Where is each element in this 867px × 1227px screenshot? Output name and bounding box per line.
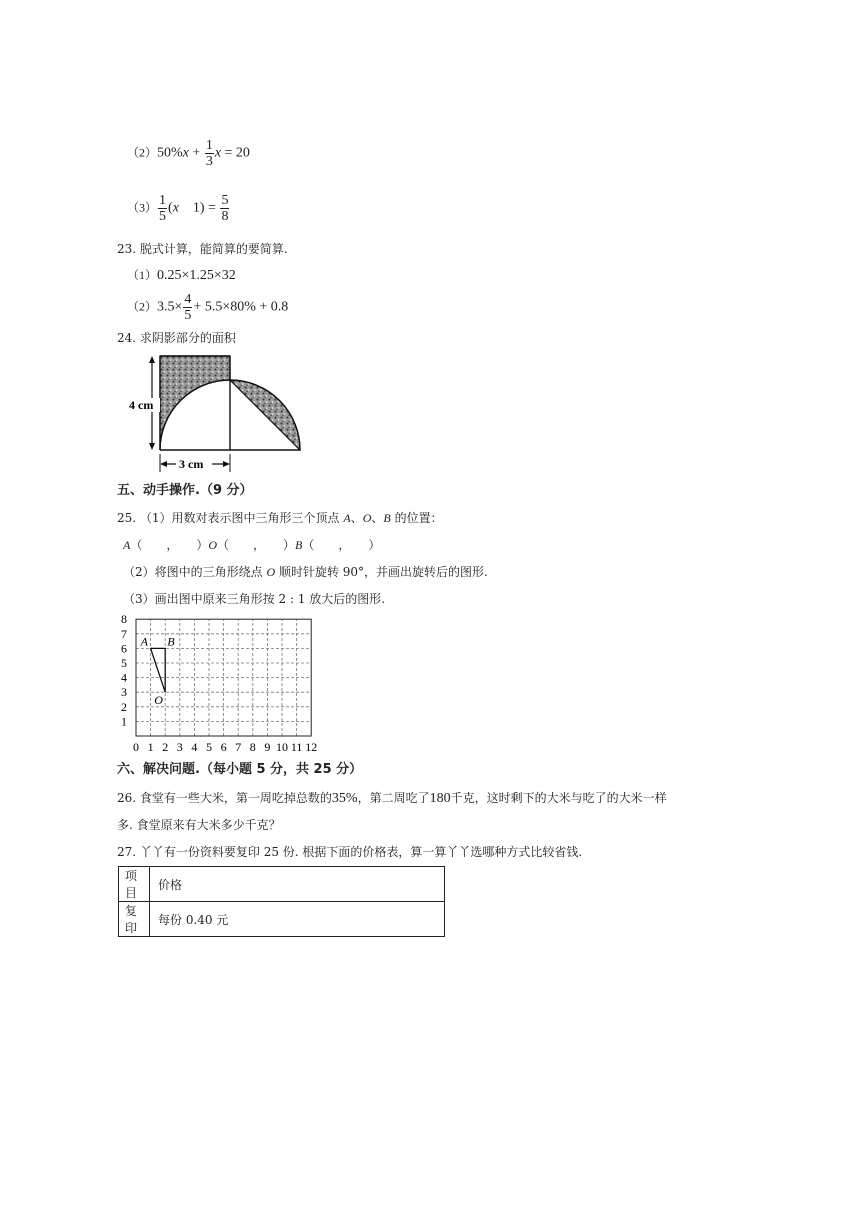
- q25-line1-text: 25. （1）用数对表示图中三角形三个顶点: [117, 511, 344, 525]
- width-arrow-right: [223, 461, 230, 467]
- q23-part2: [127, 292, 288, 323]
- x-tick-label: 8: [249, 740, 256, 754]
- shaded-area-figure: [118, 350, 318, 475]
- vertex-label-o: O: [266, 565, 276, 579]
- x-tick-label: 3: [176, 740, 183, 754]
- q23-part1: [127, 268, 236, 283]
- x-tick-label: 6: [220, 740, 227, 754]
- blank-b[interactable]: （ ， ）: [302, 538, 381, 552]
- section-6-title: 六、解决问题.（每小题 5 分，共 25 分）: [117, 762, 363, 777]
- y-tick-label: 1: [121, 714, 127, 729]
- q22-part2-fraction: [205, 138, 214, 169]
- q22-part3: [127, 193, 230, 224]
- y-tick-label: 3: [121, 685, 127, 700]
- q22-part2-rhs: = 20: [221, 145, 250, 161]
- q22-part3-paren: (: [168, 200, 173, 216]
- fraction-denominator: 5: [159, 209, 167, 224]
- blank-label-o: O: [208, 538, 218, 552]
- y-tick-label: 5: [121, 656, 127, 670]
- q22-part2: [127, 138, 250, 169]
- x-tick-label: 2: [162, 740, 169, 754]
- table-cell-item: 复印: [119, 902, 150, 937]
- table-row: [119, 867, 445, 902]
- q25-line4: （3）画出图中原来三角形按 2 : 1 放大后的图形.: [123, 592, 386, 606]
- q22-part3-fraction: [158, 193, 167, 224]
- blank-a[interactable]: （ ， ）: [130, 538, 209, 552]
- q24-title: 24. 求阴影部分的面积: [117, 331, 236, 345]
- q23-part2-fraction: [183, 292, 192, 323]
- q25-line3: [123, 565, 488, 579]
- coordinate-grid: [118, 612, 330, 756]
- triangle-aob: [151, 648, 166, 692]
- x-tick-label: 10: [276, 740, 288, 754]
- table-cell-item-header: 项目: [119, 867, 150, 902]
- q22-part3-mid: 1) =: [178, 200, 220, 216]
- q26-percent: 35%: [331, 791, 358, 806]
- shaded-region-right: [230, 380, 300, 450]
- section-5-title: 五、动手操作.（9 分）: [117, 483, 253, 498]
- q25-line3-text: （2）将图中的三角形绕点: [123, 565, 267, 579]
- height-label: 4 cm: [129, 398, 154, 412]
- height-arrow-top: [149, 356, 155, 363]
- fraction-denominator: 8: [221, 209, 229, 224]
- separator: 、: [350, 511, 363, 525]
- q26-text-mid: ，第二周吃了: [357, 791, 430, 805]
- fraction-numerator: 1: [159, 193, 167, 208]
- y-tick-label: 7: [121, 626, 127, 641]
- width-arrow-left: [160, 461, 167, 467]
- y-tick-label: 8: [121, 612, 127, 627]
- x-tick-label: 1: [147, 740, 154, 754]
- point-label-b: B: [167, 634, 175, 649]
- blank-o[interactable]: （ ， ）: [217, 538, 296, 552]
- q26-line1: [117, 791, 667, 806]
- q22-part3-rhs-fraction: [220, 193, 229, 224]
- vertex-label-a: A: [343, 511, 351, 525]
- vertex-label-b: B: [383, 511, 391, 525]
- x-tick-label: 12: [305, 740, 318, 754]
- q26-line2: 多. 食堂原来有大米多少千克？: [117, 818, 281, 832]
- price-table: [118, 866, 445, 937]
- width-label: 3 cm: [179, 457, 204, 471]
- q22-part2-number: （2）: [127, 145, 158, 160]
- q22-part2-term: 50%: [157, 145, 183, 161]
- q23-title: 23. 脱式计算，能简算的要简算.: [117, 242, 288, 256]
- q23-part1-number: （1）: [127, 268, 158, 282]
- height-arrow-bottom: [149, 443, 155, 450]
- fraction-denominator: 3: [205, 154, 213, 169]
- q22-part3-var: x: [172, 200, 179, 216]
- x-tick-label: 0: [133, 740, 139, 754]
- q25-line1: [117, 511, 443, 525]
- fraction-numerator: 5: [221, 193, 229, 208]
- fraction-numerator: 4: [184, 292, 192, 307]
- table-cell-price: 每份 0.40 元: [150, 902, 445, 937]
- vertex-label-o: O: [362, 511, 372, 525]
- q25-answer-blanks: [123, 538, 380, 552]
- q22-part2-var2: x: [214, 145, 222, 161]
- q22-part2-var: x: [182, 145, 189, 161]
- separator: 、: [371, 511, 384, 525]
- x-tick-label: 9: [264, 740, 271, 754]
- point-label-a: A: [140, 634, 148, 649]
- q22-part3-number: （3）: [127, 200, 158, 215]
- x-tick-label: 7: [235, 740, 242, 754]
- y-tick-label: 4: [121, 670, 127, 685]
- fraction-numerator: 1: [205, 138, 213, 153]
- q22-part2-plus: +: [188, 145, 204, 161]
- blank-label-b: B: [295, 538, 303, 552]
- x-tick-label: 4: [191, 740, 198, 754]
- q23-part1-expr: 0.25×1.25×32: [157, 268, 236, 283]
- q25-line3-tail: 顺时针旋转 90°，并画出旋转后的图形.: [275, 565, 488, 579]
- q23-part2-post: + 5.5×80% + 0.8: [193, 299, 289, 315]
- y-tick-label: 2: [121, 699, 127, 714]
- x-tick-label: 11: [290, 740, 303, 754]
- fraction-denominator: 5: [184, 308, 192, 323]
- point-label-o: O: [154, 693, 163, 708]
- table-row: [119, 902, 445, 937]
- q27-text: 27. 丫丫有一份资料要复印 25 份. 根据下面的价格表，算一算丫丫选哪种方式比较省钱.: [117, 845, 583, 859]
- blank-label-a: A: [123, 538, 131, 552]
- q23-part2-pre: 3.5×: [157, 299, 183, 315]
- q26-text-post: 千克，这时剩下的大米与吃了的大米一样: [450, 791, 667, 805]
- q25-line1-tail: 的位置：: [390, 511, 443, 525]
- q23-part2-number: （2）: [127, 299, 158, 314]
- q26-text-pre: 26. 食堂有一些大米，第一周吃掉总数的: [117, 791, 332, 805]
- y-tick-label: 6: [121, 641, 127, 656]
- q26-kilograms: 180: [429, 791, 451, 806]
- table-cell-price-header: 价格: [150, 867, 445, 902]
- x-tick-label: 5: [206, 740, 212, 754]
- shaded-region-left: [160, 356, 230, 450]
